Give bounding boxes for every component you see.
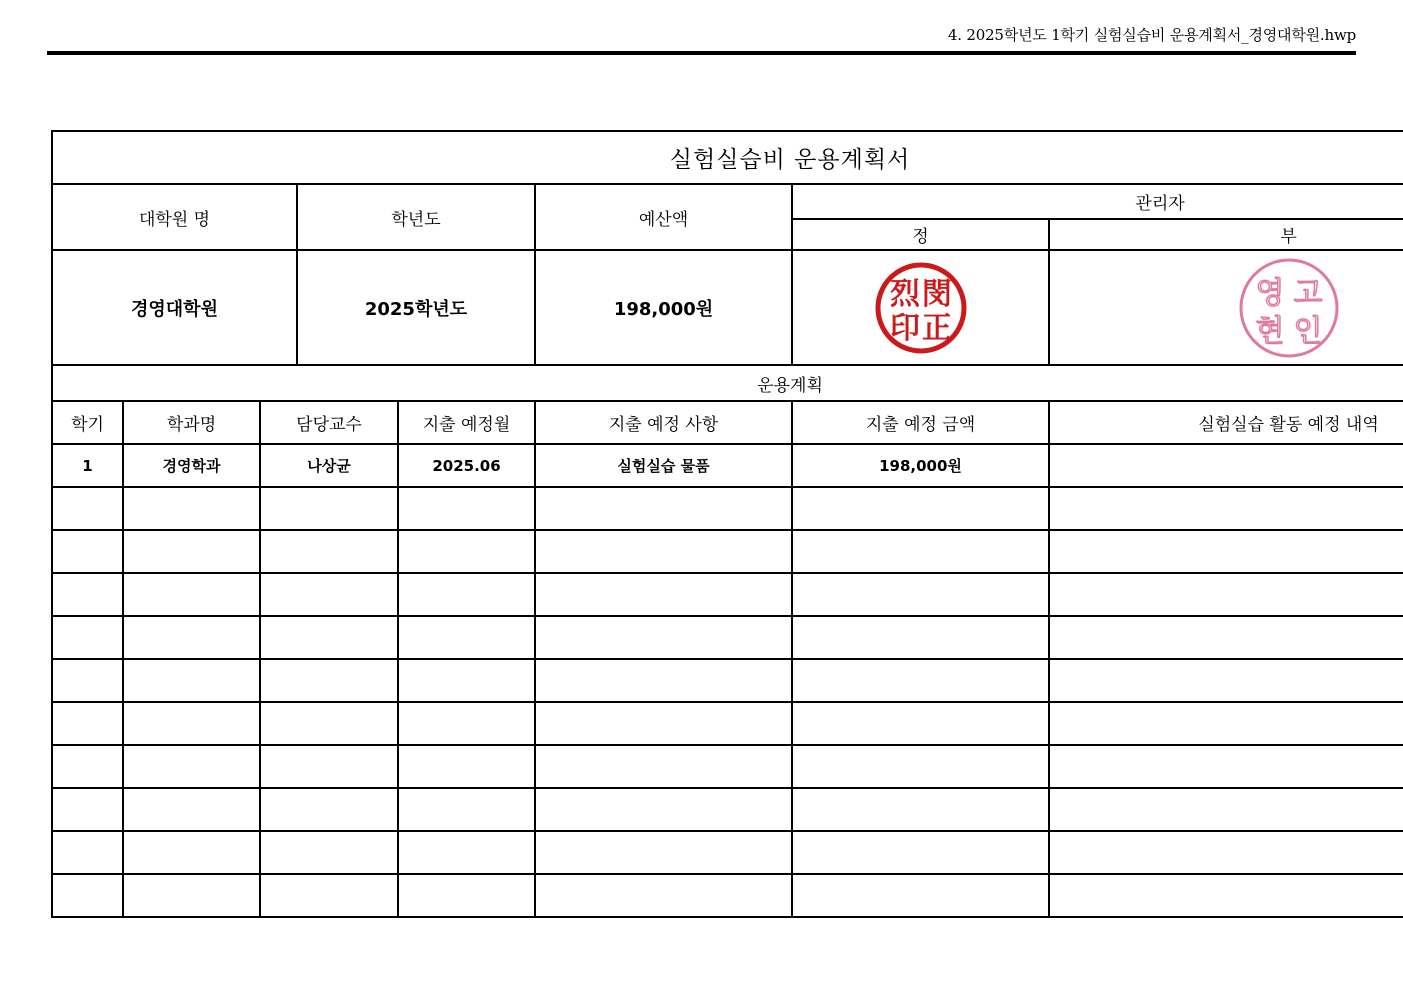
cell-activity	[1049, 874, 1403, 917]
primary-stamp-cell	[792, 250, 1049, 365]
plan-form-table	[51, 130, 1403, 918]
svg-text:고: 고	[1293, 275, 1323, 311]
cell-month	[398, 788, 535, 831]
svg-text:烈: 烈	[889, 276, 920, 312]
cell-professor: 나상균	[260, 444, 398, 487]
cell-amount	[792, 487, 1049, 530]
cell-month	[398, 530, 535, 573]
table-row	[52, 616, 1403, 659]
cell-activity	[1049, 573, 1403, 616]
form-title: 실험실습비 운용계획서	[52, 131, 1403, 184]
table-row	[52, 745, 1403, 788]
cell-professor	[260, 616, 398, 659]
cell-item	[535, 831, 792, 874]
cell-semester	[52, 616, 123, 659]
column-header-month: 지출 예정월	[398, 401, 535, 444]
cell-month	[398, 573, 535, 616]
cell-semester	[52, 573, 123, 616]
cell-professor	[260, 530, 398, 573]
table-row	[52, 831, 1403, 874]
plan-section-label: 운용계획	[52, 365, 1403, 401]
cell-amount	[792, 702, 1049, 745]
cell-month: 2025.06	[398, 444, 535, 487]
cell-professor	[260, 702, 398, 745]
cell-semester	[52, 530, 123, 573]
cell-department	[123, 530, 260, 573]
cell-amount	[792, 745, 1049, 788]
table-row	[52, 487, 1403, 530]
cell-semester: 1	[52, 444, 123, 487]
table-row	[52, 573, 1403, 616]
cell-month	[398, 659, 535, 702]
cell-month	[398, 487, 535, 530]
cell-semester	[52, 874, 123, 917]
svg-text:현: 현	[1255, 313, 1285, 349]
cell-professor	[260, 659, 398, 702]
cell-amount	[792, 659, 1049, 702]
academic-year-label: 학년도	[297, 184, 535, 250]
secondary-stamp-cell	[1049, 250, 1403, 365]
column-header-professor: 담당교수	[260, 401, 398, 444]
cell-item	[535, 745, 792, 788]
cell-professor	[260, 874, 398, 917]
document-filename: 4. 2025학년도 1학기 실험실습비 운용계획서_경영대학원.hwp	[947, 26, 1356, 44]
column-header-amount: 지출 예정 금액	[792, 401, 1049, 444]
secondary-manager-label: 부	[1049, 219, 1403, 250]
cell-activity	[1049, 788, 1403, 831]
cell-professor	[260, 573, 398, 616]
cell-department	[123, 573, 260, 616]
cell-month	[398, 831, 535, 874]
svg-text:영: 영	[1255, 275, 1285, 311]
table-row	[52, 702, 1403, 745]
cell-semester	[52, 788, 123, 831]
table-row	[52, 530, 1403, 573]
cell-item	[535, 874, 792, 917]
svg-text:閔: 閔	[921, 276, 952, 312]
column-header-activity: 실험실습 활동 예정 내역	[1049, 401, 1403, 444]
cell-amount	[792, 874, 1049, 917]
cell-department	[123, 874, 260, 917]
cell-semester	[52, 831, 123, 874]
cell-item	[535, 487, 792, 530]
cell-department	[123, 659, 260, 702]
cell-department	[123, 616, 260, 659]
cell-activity	[1049, 530, 1403, 573]
cell-department: 경영학과	[123, 444, 260, 487]
table-row	[52, 874, 1403, 917]
cell-department	[123, 487, 260, 530]
cell-professor	[260, 788, 398, 831]
column-header-semester: 학기	[52, 401, 123, 444]
column-header-department: 학과명	[123, 401, 260, 444]
academic-year-value: 2025학년도	[297, 250, 535, 365]
cell-item: 실험실습 물품	[535, 444, 792, 487]
cell-activity	[1049, 659, 1403, 702]
cell-semester	[52, 745, 123, 788]
cell-item	[535, 788, 792, 831]
cell-department	[123, 788, 260, 831]
svg-text:인: 인	[1293, 313, 1323, 349]
cell-activity	[1049, 444, 1403, 487]
cell-professor	[260, 745, 398, 788]
cell-amount	[792, 831, 1049, 874]
manager-label: 관리자	[792, 184, 1403, 219]
column-header-item: 지출 예정 사항	[535, 401, 792, 444]
cell-professor	[260, 831, 398, 874]
cell-item	[535, 573, 792, 616]
svg-text:正: 正	[921, 310, 952, 346]
graduate-school-label: 대학원 명	[52, 184, 297, 250]
cell-month	[398, 616, 535, 659]
cell-activity	[1049, 487, 1403, 530]
header-divider	[47, 51, 1356, 55]
cell-month	[398, 874, 535, 917]
cell-item	[535, 530, 792, 573]
cell-month	[398, 745, 535, 788]
cell-amount	[792, 573, 1049, 616]
cell-activity	[1049, 616, 1403, 659]
cell-amount	[792, 530, 1049, 573]
cell-semester	[52, 659, 123, 702]
budget-label: 예산액	[535, 184, 792, 250]
table-row	[52, 659, 1403, 702]
primary-seal-stamp	[873, 260, 969, 356]
graduate-school-value: 경영대학원	[52, 250, 297, 365]
cell-amount: 198,000원	[792, 444, 1049, 487]
cell-item	[535, 616, 792, 659]
table-row	[52, 444, 1403, 487]
budget-value: 198,000원	[535, 250, 792, 365]
primary-manager-label: 정	[792, 219, 1049, 250]
cell-department	[123, 745, 260, 788]
cell-activity	[1049, 831, 1403, 874]
secondary-seal-stamp	[1236, 255, 1342, 361]
cell-semester	[52, 487, 123, 530]
cell-activity	[1049, 745, 1403, 788]
cell-activity	[1049, 702, 1403, 745]
cell-department	[123, 702, 260, 745]
cell-item	[535, 659, 792, 702]
cell-professor	[260, 487, 398, 530]
cell-department	[123, 831, 260, 874]
cell-item	[535, 702, 792, 745]
cell-amount	[792, 788, 1049, 831]
cell-semester	[52, 702, 123, 745]
cell-month	[398, 702, 535, 745]
svg-text:印: 印	[889, 310, 920, 346]
cell-amount	[792, 616, 1049, 659]
table-row	[52, 788, 1403, 831]
